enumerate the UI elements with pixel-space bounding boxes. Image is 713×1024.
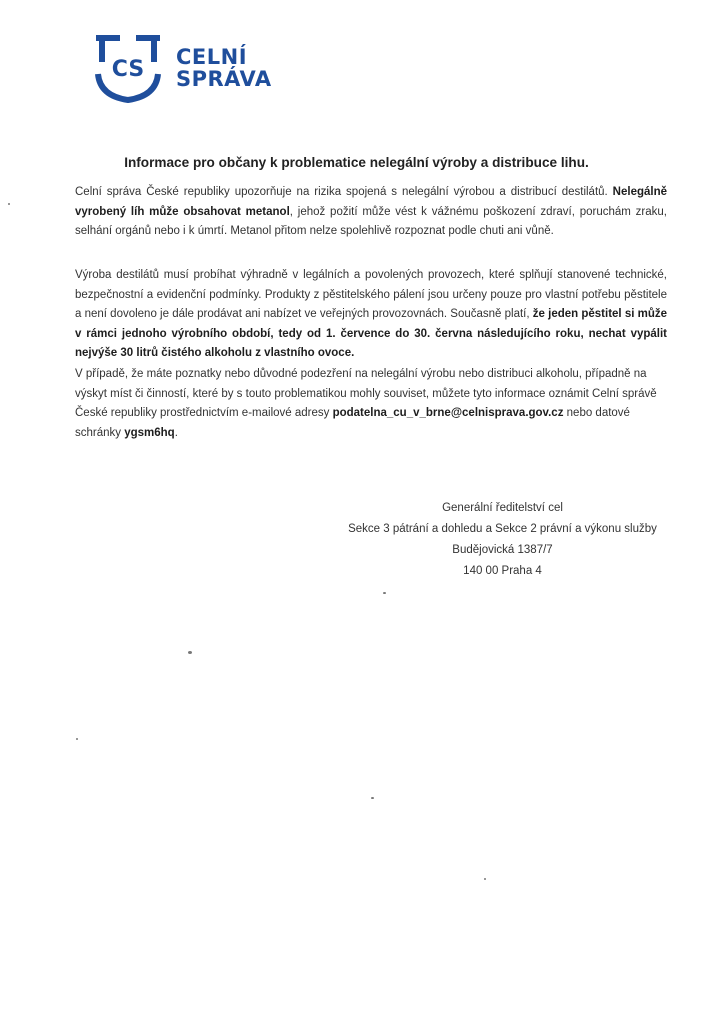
logo-line-1: CELNÍ [176,45,248,69]
paragraph1-bold: Nelegálně vyrobený líh může obsahovat metanol [75,186,667,218]
scan-speck [371,797,374,799]
signature-line-4: 140 00 Praha 4 [463,565,542,577]
paragraph1-text-2: , jehož požití může vést k vážnému poškození zdraví, poruchám zraku, selhání orgánů nebo i k úmrtí. Metanol přitom nelze spolehlivě rozpoznat podle chuti ani vůně. [75,205,667,237]
scan-speck [76,738,78,740]
paragraph2-bold: že jeden pěstitel si může v rámci jednoho výrobního období, tedy od 1. července do 30. června následujícího roku, nechat vypálit nejvýše 30 litrů čistého alkoholu z vlastního ovoce. [75,308,667,359]
scan-speck [8,203,10,205]
paragraph-methanol-warning [75,183,667,242]
scan-speck [188,651,192,654]
signature-line-1: Generální ředitelství cel [442,502,563,514]
paragraph3-text-3: . [174,426,178,439]
scan-speck [383,592,386,594]
cs-emblem-icon [92,32,164,104]
signature-line-3: Budějovická 1387/7 [452,544,553,556]
data-box-id: ygsm6hq [124,426,175,439]
logo-line-2: SPRÁVA [176,67,272,91]
celni-sprava-logo [92,32,272,104]
reporting-email: podatelna_cu_v_brne@celnisprava.gov.cz [332,407,564,419]
paragraph-reporting [75,365,667,443]
paragraph1-text-1: Celní správa České republiky upozorňuje na rizika spojená s nelegální výrobou a distribucí destilátů. [75,186,613,198]
logo-mark-text: CS [111,57,145,82]
signature-line-2: Sekce 3 pátrání a dohledu a Sekce 2 právní a výkonu služby [348,523,657,535]
paragraph-legal-production [75,266,667,364]
signature-block [330,498,675,582]
paragraph2-text-1: Výroba destilátů musí probíhat výhradně v legálních a povolených provozech, které splňují stanovené technické, bezpečnostní a evidenční podmínky. Produkty z pěstitelského pálení jsou určeny pouze pro vlastní potřebu pěstitele a není dovoleno je dále prodávat ani nabízet ve veřejných provozovnách. Současně platí, [75,269,667,320]
paragraph3-text-1: V případě, že máte poznatky nebo důvodné podezření na nelegální výrobu nebo distribuci alkoholu, případně na výskyt míst či činností, které by s touto problematikou mohly souviset, můžete tyto informace oznámit Celní správě České republiky prostřednictvím e-mailové adresy [75,368,657,419]
document-title: Informace pro občany k problematice nelegální výroby a distribuce lihu. [124,155,589,170]
paragraph3-text-2: nebo datové schránky [75,407,630,439]
logo-wordmark [176,46,272,90]
scan-speck [484,878,486,880]
